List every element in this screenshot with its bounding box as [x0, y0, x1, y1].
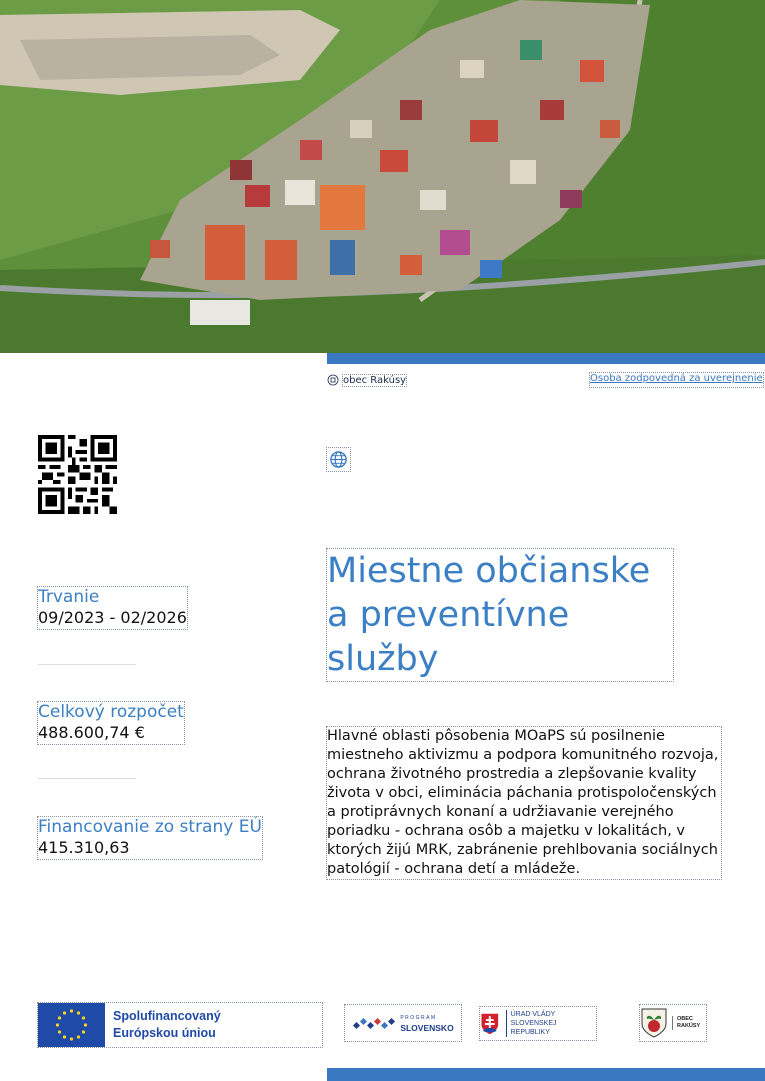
- budget-label: Celkový rozpočet: [38, 702, 184, 722]
- budget-value: 488.600,74 €: [38, 723, 145, 742]
- bottom-accent-bar: [327, 1068, 765, 1081]
- building-icon: [327, 374, 339, 386]
- duration-value: 09/2023 - 02/2026: [38, 608, 187, 627]
- eu-logo-text: Spolufinancovaný Európskou úniou: [113, 1009, 221, 1040]
- program-slovensko-logo: [345, 1005, 461, 1041]
- municipality-logo: [640, 1005, 706, 1041]
- program-slovensko-icon: [352, 1013, 396, 1033]
- municipality-crest-icon: [640, 1007, 668, 1039]
- globe-icon[interactable]: [327, 448, 350, 471]
- eu-cofunded-logo: [38, 1003, 322, 1047]
- municipality-logo-text: OBEC RAKÚSY: [672, 1016, 700, 1030]
- separator: [38, 778, 136, 779]
- top-accent-bar: [327, 353, 765, 364]
- fact-budget: [38, 702, 184, 744]
- program-logo-text: PROGRAM SLOVENSKO: [400, 1015, 454, 1033]
- project-title: Miestne občianske a preventívne služby: [327, 549, 673, 681]
- slovak-coat-of-arms-icon: [480, 1012, 500, 1036]
- publisher: [327, 373, 406, 387]
- government-office-logo: [480, 1007, 596, 1040]
- duration-label: Trvanie: [38, 587, 100, 607]
- hero-aerial-image: [0, 0, 765, 353]
- eu-funding-value: 415.310,63: [38, 838, 130, 857]
- fact-eu-funding: [38, 817, 262, 859]
- responsible-person-link[interactable]: Osoba zodpovedná za uverejnenie: [590, 373, 763, 387]
- separator: [38, 664, 136, 665]
- eu-flag-icon: [38, 1003, 105, 1047]
- publisher-name: obec Rakúsy: [343, 374, 407, 386]
- eu-funding-label: Financovanie zo strany EÚ: [38, 817, 262, 837]
- government-office-text: ÚRAD VLÁDY SLOVENSKEJ REPUBLIKY: [506, 1010, 596, 1037]
- project-description: Hlavné oblasti pôsobenia MOaPS sú posilnenie miestneho aktivizmu a podpora komunitného rozvoja, ochrana životného prostredia a zlepšovanie kvality života v obci, eliminácia páchania protispoločenských a protiprávnych konaní a udržiavanie verejného poriadku - ochrana osôb a majetku v lokalitách, v ktorých žijú MRK, zabránenie prehlbovania sociálnych patológií - ochrana detí a mládeže.: [327, 727, 721, 879]
- fact-duration: [38, 587, 187, 629]
- qr-code-icon[interactable]: [38, 435, 117, 514]
